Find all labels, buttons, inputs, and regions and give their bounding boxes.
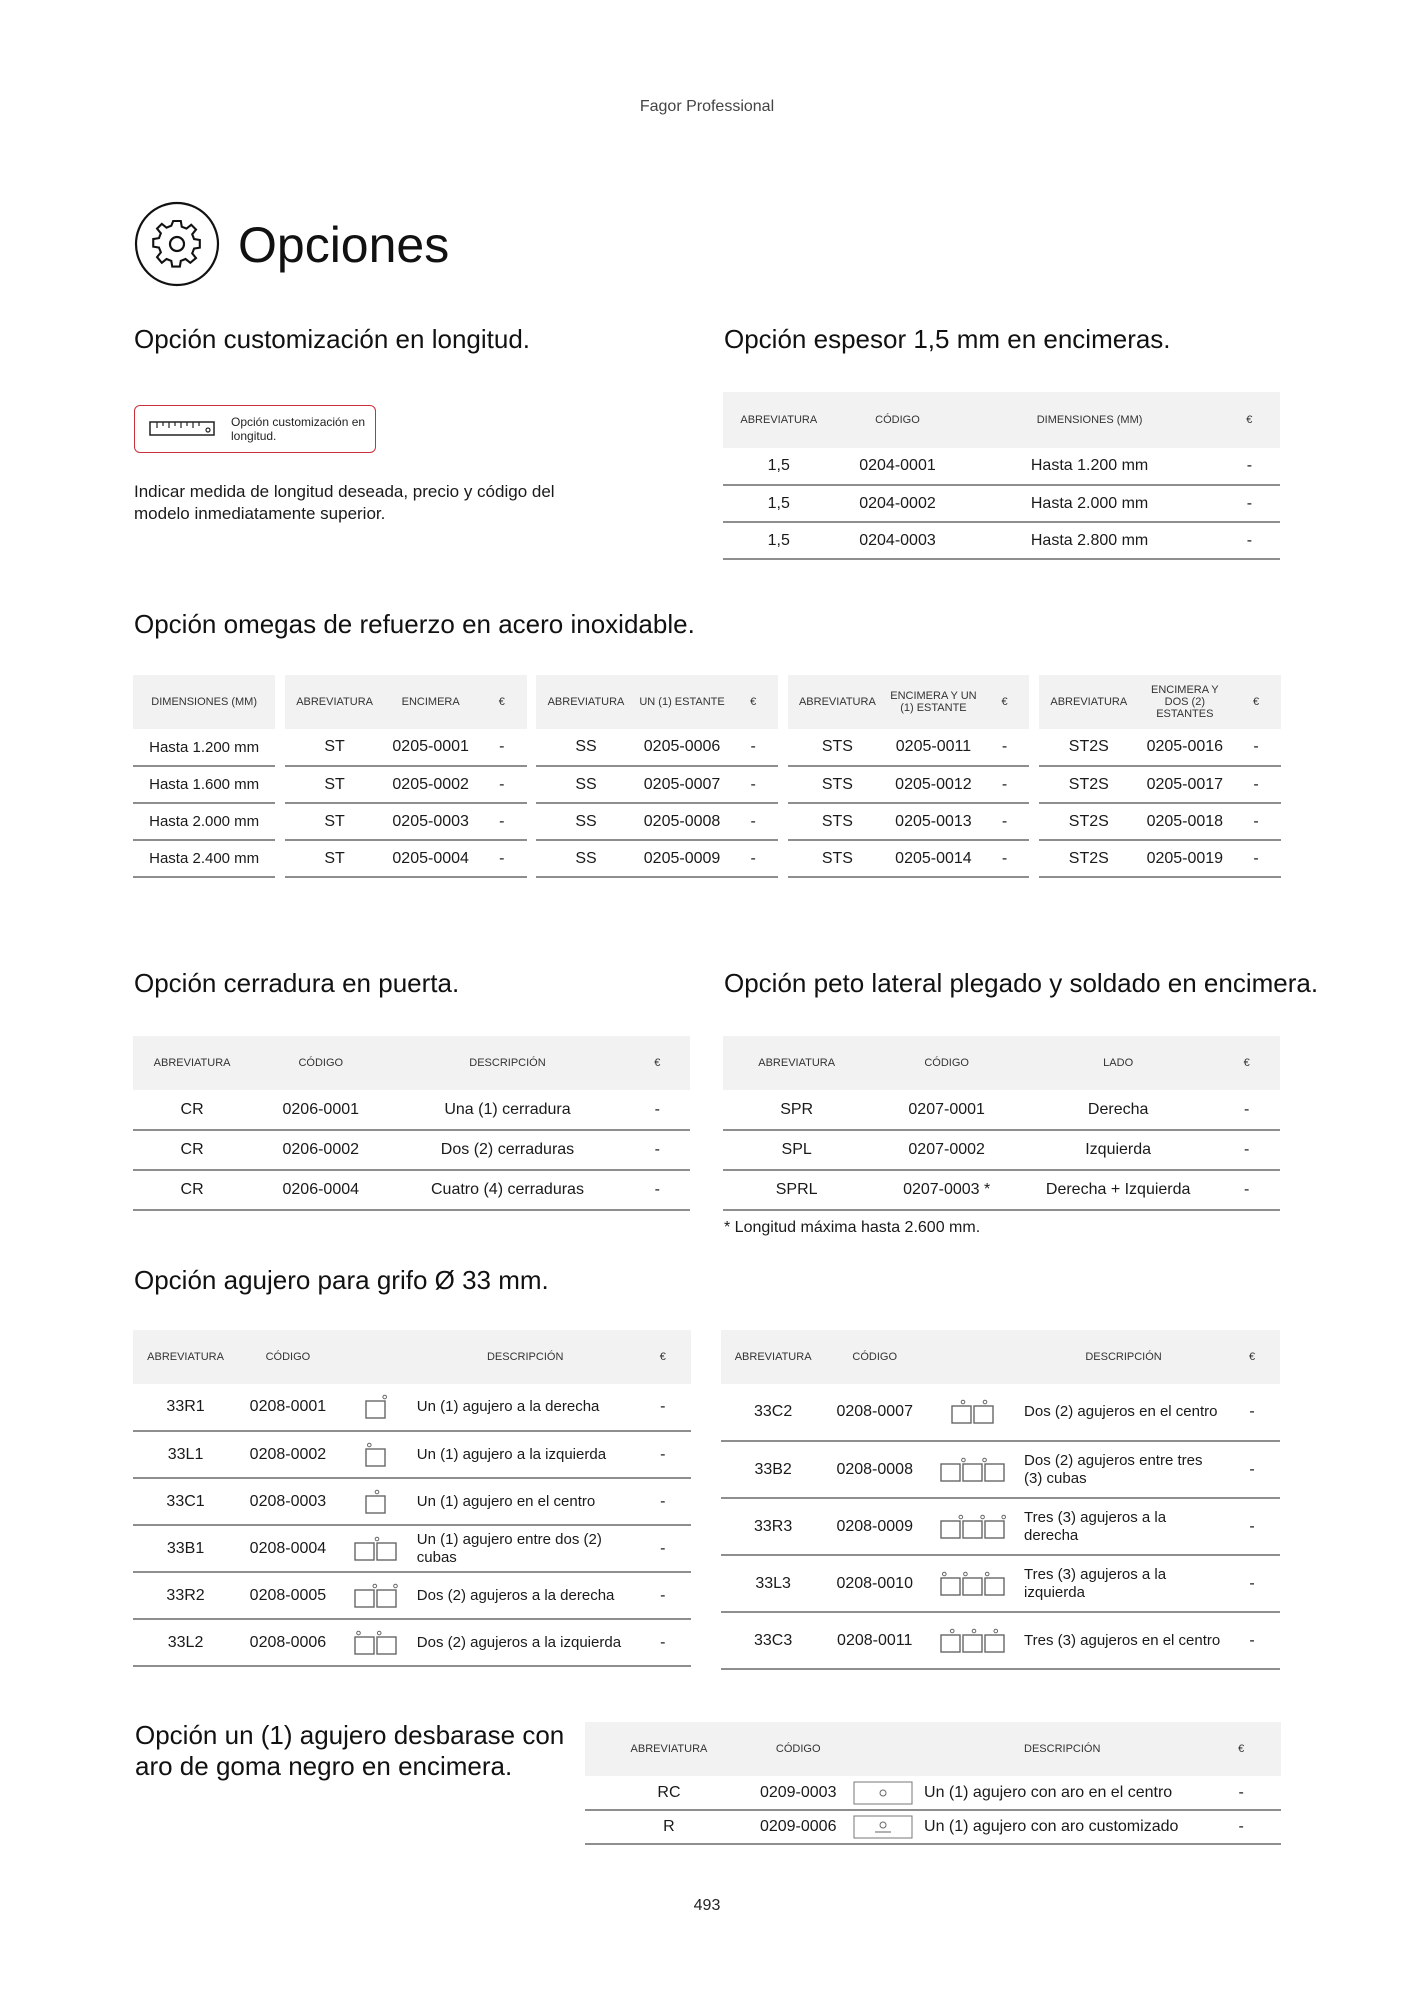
col-header: DIMENSIONES (MM) [133,675,275,729]
cell: 33B2 [721,1441,825,1498]
two-basins-holes-right-icon [353,1583,401,1609]
cell: SS [536,840,636,877]
dimension-cell: Hasta 2.000 mm [133,803,275,840]
cell: 0208-0001 [238,1384,338,1431]
cell: - [1224,1441,1280,1498]
col-header: ENCIMERA Y UN (1) ESTANTE [887,675,980,729]
two-basins-holes-left-icon [353,1630,401,1656]
table-row [133,1431,691,1478]
col-header: ABREVIATURA [536,675,636,729]
cell: 0208-0008 [825,1441,924,1498]
col-header: CÓDIGO [835,392,961,448]
table-row [133,803,1281,840]
cell: SPR [723,1090,870,1130]
col-header: DESCRIPCIÓN [390,1036,624,1090]
table-row [133,766,1281,803]
cell: 0207-0003 * [870,1170,1023,1210]
cell: Un (1) agujero en el centro [416,1478,635,1525]
cell: - [1219,485,1280,522]
cell: 33L2 [133,1619,238,1666]
col-header: € [1201,1722,1281,1776]
cell: - [980,803,1030,840]
cell: 0208-0006 [238,1619,338,1666]
cell: CR [133,1130,251,1170]
cell: 0207-0001 [870,1090,1023,1130]
cell: SS [536,766,636,803]
cell: STS [788,840,888,877]
icon-cell [924,1555,1023,1612]
icon-cell [338,1619,416,1666]
cell: Dos (2) cerraduras [390,1130,624,1170]
table-row [585,1810,1281,1844]
table-row [721,1612,1280,1669]
cell: ST2S [1039,803,1139,840]
cell: Un (1) agujero con aro customizado [923,1810,1201,1844]
col-header: ABREVIATURA [585,1722,753,1776]
cell: - [728,766,778,803]
cell: 33R2 [133,1572,238,1619]
table-row [133,729,1281,766]
cell: - [1231,766,1281,803]
table-row [723,1090,1280,1130]
omegas-heading: Opción omegas de refuerzo en acero inoxidable. [134,609,695,639]
col-header: CÓDIGO [753,1722,844,1776]
cell: 0208-0010 [825,1555,924,1612]
cell: 0208-0011 [825,1612,924,1669]
cell: - [1201,1810,1281,1844]
table-row [723,485,1280,522]
col-header: CÓDIGO [870,1036,1023,1090]
table-row [133,840,1281,877]
cell: - [728,803,778,840]
cell: - [1219,448,1280,485]
cell: 0205-0011 [887,729,980,766]
cell: - [635,1525,691,1572]
cell: 0208-0009 [825,1498,924,1555]
icon-cell [924,1441,1023,1498]
badge-label: Opción customización en longitud. [231,415,366,443]
table-row [723,448,1280,485]
table-row [721,1441,1280,1498]
three-basins-holes-left-icon [939,1571,1009,1597]
cell: - [625,1130,690,1170]
icon-cell [924,1612,1023,1669]
icon-cell [924,1384,1023,1441]
brand-header: Fagor Professional [639,98,775,115]
cell: - [1224,1612,1280,1669]
grifo-table-left [133,1330,691,1667]
cell: 0204-0001 [835,448,961,485]
cell: - [1213,1090,1280,1130]
table-row [585,1776,1281,1810]
cell: 1,5 [723,448,835,485]
cell: 0207-0002 [870,1130,1023,1170]
grifo-heading: Opción agujero para grifo Ø 33 mm. [134,1265,549,1295]
col-header: DESCRIPCIÓN [1023,1330,1224,1384]
cell: 33L1 [133,1431,238,1478]
espesor-table [723,392,1280,560]
cell: CR [133,1170,251,1210]
two-basins-holes-center-icon [950,1399,998,1425]
three-basins-holes-right-icon [939,1514,1009,1540]
cerradura-table [133,1036,690,1211]
col-header: ABREVIATURA [133,1330,238,1384]
cell: SS [536,803,636,840]
one-basin-hole-center-icon [364,1489,390,1515]
omegas-table [133,675,1281,878]
cell: Un (1) agujero entre dos (2) cubas [416,1525,635,1572]
cell: - [1213,1170,1280,1210]
table-row [133,1384,691,1431]
cell: SPRL [723,1170,870,1210]
cell: - [477,803,527,840]
cell: 33L3 [721,1555,825,1612]
cell: - [625,1090,690,1130]
cell: 1,5 [723,522,835,559]
cell: 0205-0008 [636,803,729,840]
cell: 0205-0018 [1139,803,1232,840]
cell: 0208-0005 [238,1572,338,1619]
cell: Hasta 2.000 mm [960,485,1218,522]
cell: Dos (2) agujeros a la izquierda [416,1619,635,1666]
col-header: DIMENSIONES (MM) [960,392,1218,448]
cell: 0205-0003 [384,803,477,840]
cell: Tres (3) agujeros a la izquierda [1023,1555,1224,1612]
cell: - [635,1619,691,1666]
table-row [133,1170,690,1210]
table-row [721,1498,1280,1555]
col-header: UN (1) ESTANTE [636,675,729,729]
table-row [133,1572,691,1619]
cell: Dos (2) agujeros entre tres (3) cubas [1023,1441,1224,1498]
col-header: € [625,1036,690,1090]
col-header: ABREVIATURA [721,1330,825,1384]
table-row [721,1384,1280,1441]
cell: - [1224,1498,1280,1555]
cell: 33B1 [133,1525,238,1572]
table-row [723,1170,1280,1210]
col-header: ABREVIATURA [1039,675,1139,729]
cell: 0205-0014 [887,840,980,877]
col-header: ABREVIATURA [723,392,835,448]
cell: 33C2 [721,1384,825,1441]
peto-table [723,1036,1280,1211]
cell: - [635,1431,691,1478]
cell: Dos (2) agujeros a la derecha [416,1572,635,1619]
cell: ST [285,840,385,877]
page-title: Opciones [238,217,450,273]
col-header: ABREVIATURA [133,1036,251,1090]
col-header: CÓDIGO [251,1036,390,1090]
col-header: € [1213,1036,1280,1090]
col-header: ABREVIATURA [285,675,385,729]
cell: - [635,1384,691,1431]
col-header: € [635,1330,691,1384]
col-header: DESCRIPCIÓN [416,1330,635,1384]
cell: 1,5 [723,485,835,522]
page-number: 493 [693,1897,721,1914]
ruler-icon [149,420,215,437]
table-row [133,1090,690,1130]
cell: 33R3 [721,1498,825,1555]
col-header: LADO [1023,1036,1213,1090]
espesor-heading: Opción espesor 1,5 mm en encimeras. [724,324,1171,354]
cell: Tres (3) agujeros en el centro [1023,1612,1224,1669]
cell: - [980,729,1030,766]
cell: ST2S [1039,729,1139,766]
cell: STS [788,766,888,803]
cell: 33C3 [721,1612,825,1669]
cell: - [635,1478,691,1525]
col-header: ENCIMERA Y DOS (2) ESTANTES [1139,675,1232,729]
dimension-cell: Hasta 1.600 mm [133,766,275,803]
peto-footnote: * Longitud máxima hasta 2.600 mm. [724,1219,981,1236]
cell: 0205-0019 [1139,840,1232,877]
cell: R [585,1810,753,1844]
cell: - [1231,803,1281,840]
cell: CR [133,1090,251,1130]
cell: 0209-0003 [753,1776,844,1810]
cell: Hasta 1.200 mm [960,448,1218,485]
two-basins-hole-between-icon [353,1536,401,1562]
one-basin-hole-left-icon [364,1442,390,1468]
cell: - [635,1572,691,1619]
table-row [133,1525,691,1572]
col-header: € [1224,1330,1280,1384]
cell: 0205-0017 [1139,766,1232,803]
cell: 0205-0007 [636,766,729,803]
desbarase-table [585,1722,1281,1845]
cell: ST [285,766,385,803]
longitud-heading: Opción customización en longitud. [134,324,531,354]
col-header: € [1231,675,1281,729]
cell: ST [285,803,385,840]
icon-cell [844,1776,924,1810]
hole-center-ring-icon [853,1781,913,1805]
cell: - [1231,840,1281,877]
col-header: ABREVIATURA [723,1036,870,1090]
cell: 33R1 [133,1384,238,1431]
cell: 0205-0013 [887,803,980,840]
icon-cell [924,1498,1023,1555]
cell: 0206-0002 [251,1130,390,1170]
cell: Dos (2) agujeros en el centro [1023,1384,1224,1441]
col-header: CÓDIGO [238,1330,338,1384]
cell: Cuatro (4) cerraduras [390,1170,624,1210]
col-header: ABREVIATURA [788,675,888,729]
cell: 0208-0003 [238,1478,338,1525]
col-header: € [980,675,1030,729]
cell: - [477,840,527,877]
cell: ST [285,729,385,766]
cell: - [1224,1384,1280,1441]
cell: Izquierda [1023,1130,1213,1170]
cell: - [477,729,527,766]
cell: Derecha + Izquierda [1023,1170,1213,1210]
cell: 0208-0007 [825,1384,924,1441]
desbarase-heading: Opción un (1) agujero desbarase con aro de goma negro en encimera. [135,1720,565,1781]
cell: 0208-0002 [238,1431,338,1478]
cell: - [1231,729,1281,766]
cerradura-heading: Opción cerradura en puerta. [134,968,460,998]
cell: - [980,766,1030,803]
cell: 0205-0016 [1139,729,1232,766]
cell: 0205-0002 [384,766,477,803]
cell: Un (1) agujero a la derecha [416,1384,635,1431]
cell: 0205-0012 [887,766,980,803]
col-header: € [477,675,527,729]
table-row [721,1555,1280,1612]
icon-cell [338,1572,416,1619]
three-basins-holes-between-icon [939,1457,1009,1483]
cell: - [1224,1555,1280,1612]
table-row [133,1478,691,1525]
table-row [133,1619,691,1666]
dimension-cell: Hasta 1.200 mm [133,729,275,766]
icon-cell [338,1431,416,1478]
longitud-badge [134,405,376,453]
cell: Un (1) agujero a la izquierda [416,1431,635,1478]
col-header: € [728,675,778,729]
cell: - [1219,522,1280,559]
cell: 0204-0002 [835,485,961,522]
peto-heading: Opción peto lateral plegado y soldado en encimera. [724,968,1319,998]
col-header: DESCRIPCIÓN [923,1722,1201,1776]
table-row [723,1130,1280,1170]
cell: - [728,840,778,877]
cell: 0205-0001 [384,729,477,766]
cell: SPL [723,1130,870,1170]
icon-cell [338,1478,416,1525]
cell: 0205-0006 [636,729,729,766]
cell: 0206-0004 [251,1170,390,1210]
cell: Una (1) cerradura [390,1090,624,1130]
cell: 0209-0006 [753,1810,844,1844]
col-header: ENCIMERA [384,675,477,729]
cell: STS [788,729,888,766]
cell: Derecha [1023,1090,1213,1130]
cell: - [477,766,527,803]
cell: Un (1) agujero con aro en el centro [923,1776,1201,1810]
cell: 33C1 [133,1478,238,1525]
col-header: CÓDIGO [825,1330,924,1384]
grifo-table-right [721,1330,1280,1670]
cell: Hasta 2.800 mm [960,522,1218,559]
cell: - [1213,1130,1280,1170]
cell: 0205-0004 [384,840,477,877]
gear-icon [134,201,220,287]
cell: RC [585,1776,753,1810]
cell: 0208-0004 [238,1525,338,1572]
cell: STS [788,803,888,840]
table-row [133,1130,690,1170]
cell: - [625,1170,690,1210]
cell: - [728,729,778,766]
cell: 0206-0001 [251,1090,390,1130]
cell: Tres (3) agujeros a la derecha [1023,1498,1224,1555]
cell: - [1201,1776,1281,1810]
cell: ST2S [1039,766,1139,803]
cell: SS [536,729,636,766]
cell: - [980,840,1030,877]
cell: 0205-0009 [636,840,729,877]
icon-cell [844,1810,924,1844]
col-header: € [1219,392,1280,448]
cell: ST2S [1039,840,1139,877]
one-basin-hole-right-icon [364,1394,390,1420]
icon-cell [338,1525,416,1572]
dimension-cell: Hasta 2.400 mm [133,840,275,877]
longitud-description: Indicar medida de longitud deseada, precio y código del modelo inmediatamente superior. [134,482,555,523]
table-row [723,522,1280,559]
hole-custom-ring-icon [853,1815,913,1839]
three-basins-holes-center-icon [939,1628,1009,1654]
cell: 0204-0003 [835,522,961,559]
icon-cell [338,1384,416,1431]
